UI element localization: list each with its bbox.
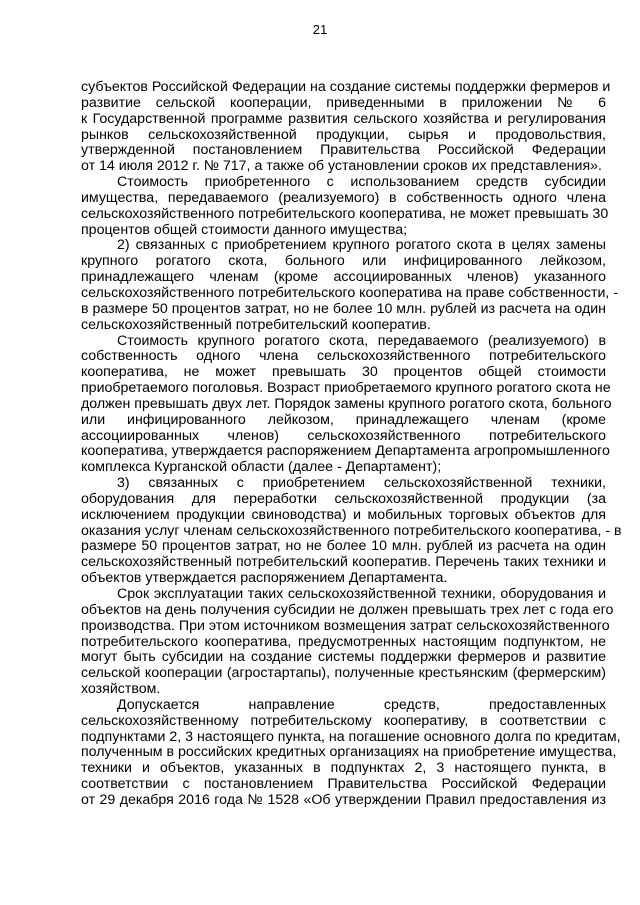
text-line: могут быть субсидии на создание системы поддержки фермеров и развитие (81, 649, 606, 666)
text-line: производства. При этом источником возмещения затрат сельскохозяйственного (81, 617, 610, 634)
text-line: принадлежащего членам (кроме ассоциированных членов) указанного (81, 269, 606, 286)
text-line: полученным в российских кредитных организациях на приобретение имущества, (81, 744, 617, 761)
text-line: должен превышать двух лет. Порядок замены крупного рогатого скота, больного (81, 395, 612, 412)
text-line: развитие сельской кооперации, приведенными в приложении № 6 (81, 94, 606, 111)
text-line: объектов на день получения субсидии не должен превышать трех лет с года его (81, 601, 614, 618)
text-line: оборудования для переработки сельскохозяйственной продукции (за (81, 490, 606, 507)
text-line: кооператива, не может превышать 30 процентов общей стоимости (81, 364, 606, 381)
text-line: сельской кооперации (агростартапы), полученные крестьянским (фермерским) (81, 665, 606, 682)
text-line: в размере 50 процентов затрат, но не более 10 млн. рублей из расчета на один (81, 300, 606, 317)
text-line: размере 50 процентов затрат, но не более 10 млн. рублей из расчета на один (81, 538, 606, 555)
text-line: техники и объектов, указанных в подпунктах 2, 3 настоящего пункта, в (81, 760, 606, 777)
text-line: 2) связанных с приобретением крупного рогатого скота в целях замены (117, 237, 606, 254)
text-line: имущества, передаваемого (реализуемого) в собственность одного члена (81, 189, 606, 206)
text-line: сельскохозяйственный потребительский кооператив. (81, 316, 431, 333)
text-line: от 29 декабря 2016 года № 1528 «Об утверждении Правил предоставления из (81, 791, 606, 808)
page-number: 21 (312, 22, 328, 37)
text-line: потребительского кооператива, предусмотренных настоящим подпунктом, не (81, 633, 606, 650)
text-line: сельскохозяйственному потребительскому кооперативу, в соответствии с (81, 712, 606, 729)
text-line: к Государственной программе развития сельского хозяйства и регулирования (81, 110, 606, 127)
text-line: от 14 июля 2012 г. № 717, а также об установлении сроков их представления». (81, 158, 602, 175)
text-line: сельскохозяйственного потребительского кооператива на праве собственности, - (81, 284, 618, 301)
text-line: приобретаемого поголовья. Возраст приобретаемого крупного рогатого скота не (81, 380, 611, 397)
text-line: соответствии с постановлением Правительства Российской Федерации (81, 776, 606, 793)
text-line: процентов общей стоимости данного имущества; (81, 221, 408, 238)
text-line: комплекса Курганской области (далее - Департамент); (81, 459, 442, 476)
text-line: или инфицированного лейкозом, принадлежащего членам (кроме (81, 411, 606, 428)
text-line: сельскохозяйственный потребительский кооператив. Перечень таких техники и (81, 554, 606, 571)
text-line: Стоимость приобретенного с использованием средств субсидии (117, 174, 606, 191)
text-line: ассоциированных членов) сельскохозяйственного потребительского (81, 427, 606, 444)
document-body (81, 79, 622, 809)
text-line: субъектов Российской Федерации на создание системы поддержки фермеров и (81, 79, 611, 95)
text-line: исключением продукции свиноводства) и мобильных торговых объектов для (81, 506, 606, 523)
text-line: оказания услуг членам сельскохозяйственного потребительского кооператива, - в (81, 522, 622, 539)
text-line: сельскохозяйственного потребительского кооператива, не может превышать 30 (81, 205, 609, 222)
text-line: кооператива, утверждается распоряжением Департамента агропромышленного (81, 443, 610, 460)
text-line: Срок эксплуатации таких сельскохозяйственной техники, оборудования и (117, 586, 606, 602)
text-line: собственность одного члена сельскохозяйственного потребительского (81, 348, 606, 365)
text-line: 3) связанных с приобретением сельскохозяйственной техники, (117, 475, 606, 492)
text-line: утвержденной постановлением Правительства Российской Федерации (81, 142, 606, 159)
text-line: подпунктами 2, 3 настоящего пункта, на погашение основного долга по кредитам, (81, 728, 621, 745)
text-line: Допускается направление средств, предоставленных (117, 696, 606, 713)
text-line: объектов утверждается распоряжением Департамента. (81, 570, 448, 587)
text-line: Стоимость крупного рогатого скота, передаваемого (реализуемого) в (117, 332, 606, 349)
text-line: хозяйством. (81, 681, 161, 698)
text-line: рынков сельскохозяйственной продукции, сырья и продовольствия, (81, 126, 606, 143)
text-line: крупного рогатого скота, больного или инфицированного лейкозом, (81, 253, 606, 270)
